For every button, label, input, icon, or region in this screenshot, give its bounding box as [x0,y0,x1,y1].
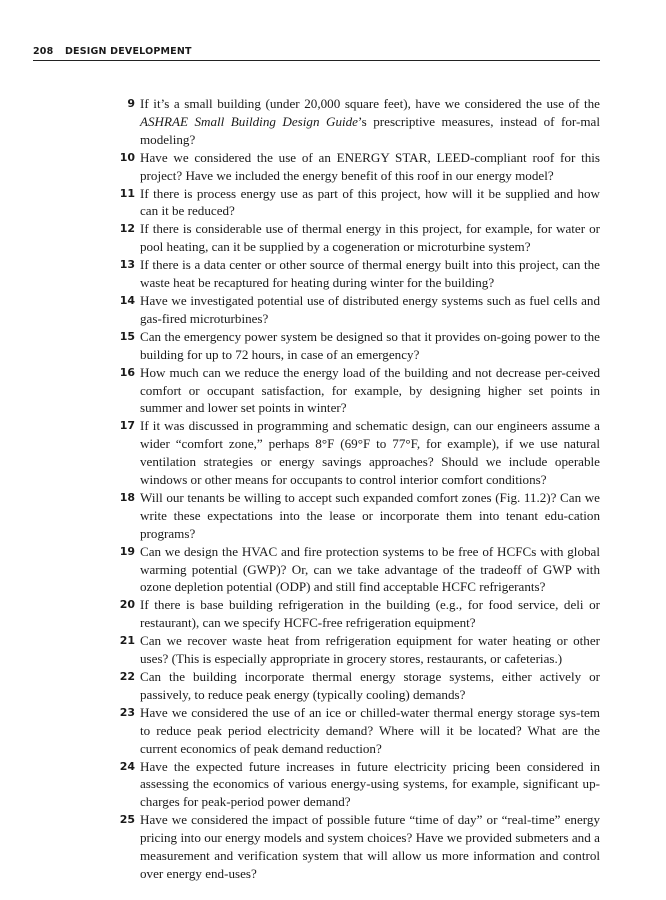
item-number: 17 [119,419,135,433]
item-number: 23 [119,705,135,719]
item-number: 14 [119,293,135,307]
item-text: Can the building incorporate thermal energy storage systems, either actively or passively, to reduce peak energy (typically cooling) demands? [140,669,600,702]
item-text-part: ’s prescriptive measures, instead of for-mal modeling? [140,113,600,147]
checklist-item [114,364,600,418]
checklist-item [114,596,600,632]
item-number: 25 [119,813,135,827]
checklist-item [114,758,600,812]
item-text: Can the emergency power system be designed so that it provides on-going power to the building for up to 72 hours, in case of an emergency? [140,328,600,362]
section-title: DESIGN DEVELOPMENT [64,46,192,57]
item-number: 18 [119,490,135,504]
item-text: How much can we reduce the energy load of the building and not decrease per-ceived comfort or occupant satisfaction, for example, by designing higher set points in summer and lower set points in winter? [140,364,600,416]
item-number: 21 [119,634,135,648]
item-text: Have we considered the use of an ice or chilled-water thermal energy storage sys-tem to reduce peak period electricity demand? Where will it be located? What are the current economics of peak demand reduction? [140,704,600,756]
item-text: Have we considered the impact of possible future “time of day” or “real-time” energy pricing into our energy models and system choices? Have we provided submeters and a measurement and verification system that will allow us more information and control over energy end-uses? [140,812,600,881]
item-text: If there is a data center or other source of thermal energy built into this project, can the waste heat be recaptured for heating during winter for the building? [140,257,600,291]
checklist-item [114,417,600,489]
item-text: If there is base building refrigeration in the building (e.g., for food service, deli or restaurant), can we specify HCFC-free refrigeration equipment? [140,597,600,631]
item-text: Can we design the HVAC and fire protection systems to be free of HCFCs with global warming potential (GWP)? Or, can we take advantage of the tradeoff of GWP with ozone depletion potential (ODP) and still find acceptable HCFC refrigerants? [140,543,600,595]
item-text: Can we recover waste heat from refrigeration equipment for water heating or other uses? (This is especially appropriate in grocery stores, restaurants, or cafeterias.) [140,633,600,667]
checklist-item [114,328,600,364]
checklist-item [114,292,600,328]
item-number: 10 [119,150,135,164]
item-text-part: If it’s a small building (under 20,000 square feet), have we considered the use of the [140,96,600,111]
item-text: Have we considered the use of an ENERGY STAR, LEED-compliant roof for this project? Have we included the energy benefit of this roof in our energy model? [140,149,600,183]
checklist-item [114,704,600,758]
item-number: 11 [119,186,135,200]
item-number: 15 [119,329,135,343]
checklist-item [114,632,600,668]
checklist-item [114,543,600,597]
checklist-item [114,95,600,149]
checklist-item [114,668,600,704]
item-text: Will our tenants be willing to accept such expanded comfort zones (Fig. 11.2)? Can we write these expectations into the lease or incorporate them into tenant edu-cation programs? [140,489,600,541]
item-text: Have we investigated potential use of distributed energy systems such as fuel cells and gas-fired microturbines? [140,292,600,326]
checklist-item [114,185,600,221]
checklist-item [114,489,600,543]
guide-title: ASHRAE Small Building Design Guide [140,113,358,129]
running-header [33,46,600,61]
item-number: 9 [127,97,135,110]
item-number: 13 [119,258,135,272]
item-number: 22 [119,670,135,683]
item-text: Have the expected future increases in future electricity pricing been considered in assessing the economics of various energy-using systems, for example, significant up-charges for peak-period power demand? [140,758,600,810]
item-text: If it was discussed in programming and schematic design, can our engineers assume a wider “comfort zone,” perhaps 8°F (69°F to 77°F, for example), if we use natural ventilation strategies or energy savings approaches? Should we include operable windows or other means for occupants to control interior comfort conditions? [140,418,600,488]
page-number: 208 [33,46,54,57]
checklist-item [114,149,600,185]
checklist-item [114,256,600,292]
checklist-item [114,811,600,883]
item-number: 24 [119,759,135,773]
item-text [140,96,600,147]
item-text: If there is process energy use as part of this project, how will it be supplied and how can it be reduced? [140,185,600,219]
item-number: 16 [119,365,135,379]
item-number: 20 [119,598,135,612]
item-text: If there is considerable use of thermal energy in this project, for example, for water or pool heating, can it be supplied by a cogeneration or microturbine system? [140,221,600,255]
item-number: 19 [119,544,135,558]
checklist-item [114,220,600,256]
item-number: 12 [119,222,135,236]
checklist [114,95,600,883]
